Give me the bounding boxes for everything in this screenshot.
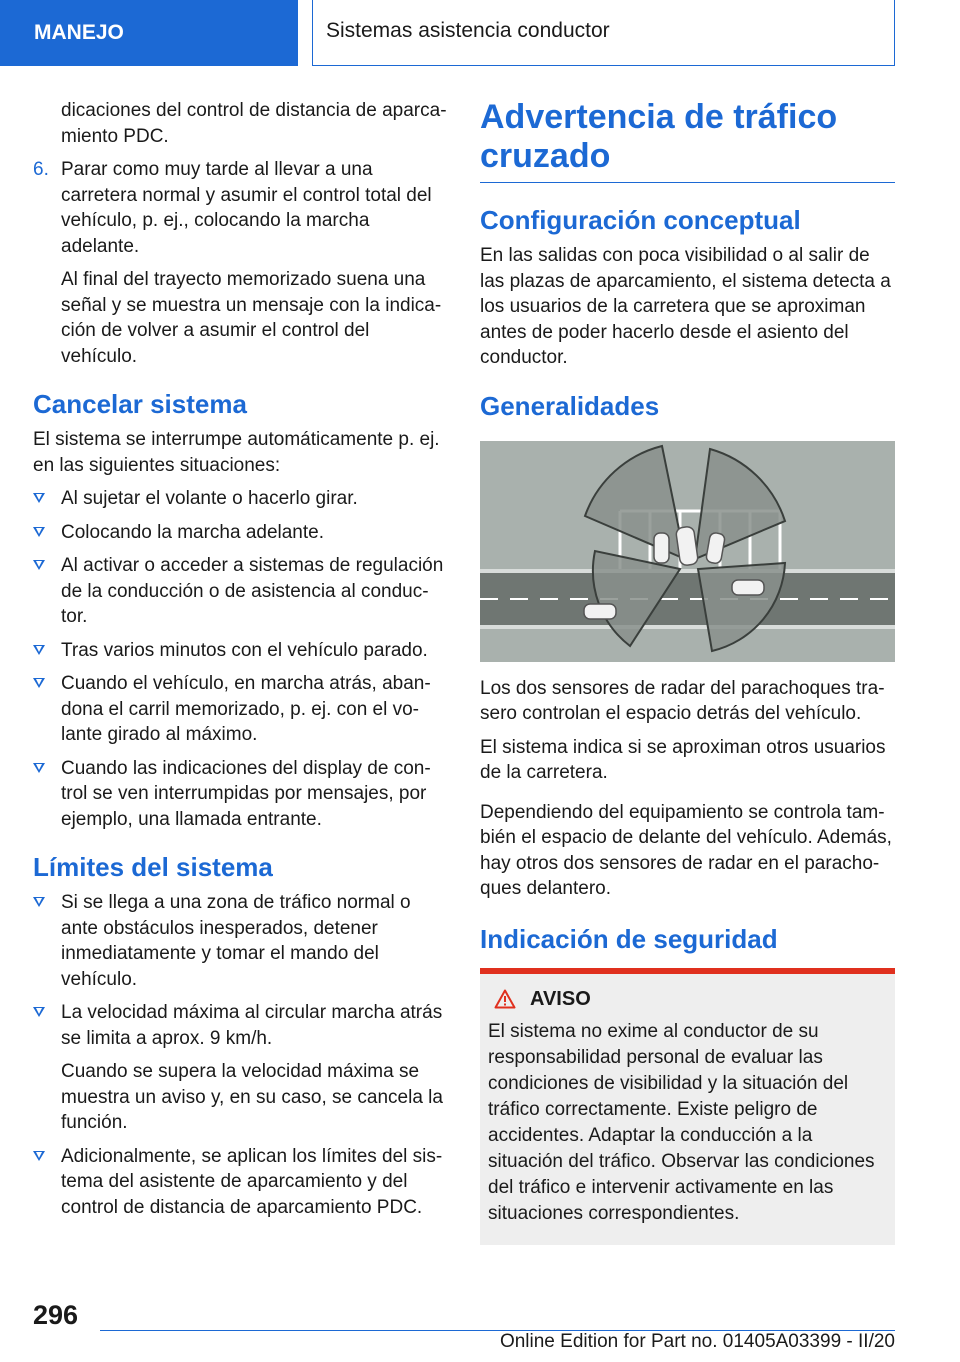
list-item [33,1000,448,1136]
general-text-3: Dependiendo del equipamiento se controla también el espacio de delante del vehículo. Además, hay otros dos sensores de radar en el parachoques delantero. [480,801,892,899]
section-tab: MANEJO [0,0,298,66]
list-item [33,520,448,546]
triangle-bullet-icon [33,678,45,688]
limits-heading: Límites del sistema [33,852,273,882]
cancel-list [33,486,448,832]
chapter-title: Sistemas asistencia conductor [312,0,895,66]
triangle-bullet-icon [33,527,45,537]
cancel-intro: El sistema se interrumpe automáticamente p. ej. en las siguientes situaciones: [33,429,440,476]
list-item [33,638,448,664]
list-item-text: Cuando el vehículo, en marcha atrás, abandona el carril memorizado, p. ej. con el volante girado al máximo. [61,673,431,745]
cancel-heading: Cancelar sistema [33,389,247,419]
list-item-text: Adicionalmente, se aplican los límites del sistema del asistente de aparcamiento y del control de distancia de aparcamiento PDC. [61,1145,443,1218]
triangle-bullet-icon [33,763,45,773]
warning-label: AVISO [530,987,591,1010]
page-header [0,0,960,66]
list-item [33,553,448,630]
continued-step-text: dicaciones del control de distancia de aparcamiento PDC. [61,100,447,147]
triangle-bullet-icon [33,1007,45,1017]
radar-zones-image [480,441,895,662]
limits-list [33,890,448,1220]
warning-title [494,988,887,1011]
list-item-text: Cuando las indicaciones del display de control se ven interrumpidas por mensajes, por ejemplo, una llamada entrante. [61,757,431,830]
concept-text: En las salidas con poca visibilidad o al salir de las plazas de aparcamiento, el sistema detecta a los usuarios de la carretera que se aproximan antes de poder hacerlo desde el asiento del conductor. [480,245,891,368]
list-item-text: Tras varios minutos con el vehículo parado. [61,639,428,661]
general-text-1: Los dos sensores de radar del parachoques trasero controlan el espacio detrás del vehículo. [480,677,885,724]
warning-triangle-icon [494,989,516,1009]
footer-edition: Online Edition for Part no. 01405A03399 - II/20 [499,1331,895,1352]
list-item [33,671,448,748]
right-column [480,98,895,1245]
list-item-note: Cuando se supera la velocidad máxima se muestra un aviso y, en su caso, se cancela la función. [61,1061,443,1133]
step-text: Parar como muy tarde al llevar a una carretera normal y asumir el control total del vehículo, p. ej., colocando la marcha adelante. [61,159,432,257]
step-note: Al final del trayecto memorizado suena una señal y se muestra un mensaje con la indicación de volver a asumir el control del vehículo. [61,269,442,367]
triangle-bullet-icon [33,645,45,655]
safety-heading: Indicación de seguridad [480,923,778,954]
warning-box [480,968,895,1245]
step-number: 6. [33,159,49,180]
list-item-text: Al sujetar el volante o hacerlo girar. [61,488,358,509]
triangle-bullet-icon [33,897,45,907]
triangle-bullet-icon [33,1151,45,1161]
cross-traffic-illustration [480,441,895,662]
list-item-text: La velocidad máxima al circular marcha atrás se limita a aprox. 9 km/h. [61,1002,443,1049]
warning-text: El sistema no exime al conductor de su responsabilidad personal de evaluar las condiciones de visibilidad y la situación del tráfico correctamente. Existe peligro de accidentes. Adaptar la conducción a la situación del tráfico. Observar las condiciones del tráfico e intervenir activamente en las situaciones correspondientes. [488,1020,875,1224]
step-6 [33,157,448,259]
list-item [33,486,448,512]
list-item [33,756,448,833]
concept-heading: Configuración conceptual [480,205,801,235]
triangle-bullet-icon [33,493,45,503]
list-item-text: Si se llega a una zona de tráfico normal o ante obstáculos inesperados, detener inmediatamente y tomar el mando del vehículo. [61,892,411,990]
chapter-heading: Advertencia de tráfico cruzado [480,98,895,183]
triangle-bullet-icon [33,560,45,570]
page-number: 296 [33,1300,79,1330]
list-item [33,1144,448,1221]
list-item-text: Colocando la marcha adelante. [61,521,325,543]
list-item [33,890,448,992]
general-text-2: El sistema indica si se aproximan otros usuarios de la carretera. [480,736,886,783]
left-column [33,98,448,1228]
list-item-text: Al activar o acceder a sistemas de regulación de la conducción o de asistencia al conductor. [61,555,444,627]
general-heading: Generalidades [480,390,660,421]
